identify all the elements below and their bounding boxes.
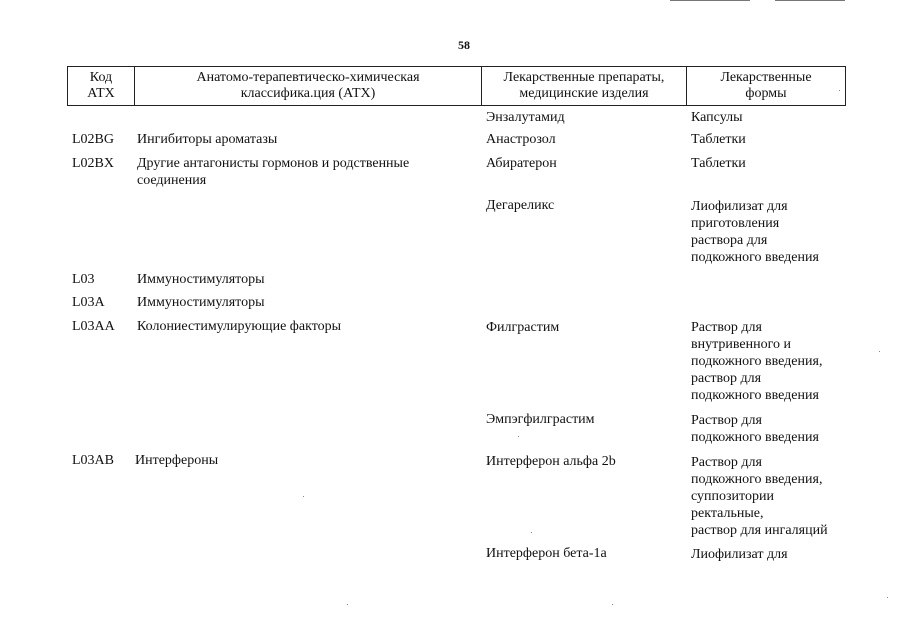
atc-name: Ингибиторы ароматазы xyxy=(137,132,278,147)
scan-speck xyxy=(839,90,840,91)
drug-name: Эмпэгфилграстим xyxy=(486,412,595,427)
atc-name: Интерфероны xyxy=(135,453,219,468)
table-header xyxy=(67,66,846,106)
dosage-form: Раствор для подкожного введения, суппозитории ректальные, раствор для ингаляций xyxy=(691,455,828,538)
drug-name: Интерферон бета-1a xyxy=(486,546,607,561)
scan-speck xyxy=(531,532,532,533)
atc-name: Другие антагонисты гормонов и родственные соединения xyxy=(137,156,410,188)
atc-code: L03A xyxy=(72,295,105,310)
page-number: 58 xyxy=(458,38,470,52)
atc-name: Иммуностимуляторы xyxy=(137,295,265,310)
header-code: Код АТХ xyxy=(87,70,115,101)
scan-speck xyxy=(347,604,348,605)
scan-edge-line xyxy=(775,0,845,1)
scan-speck xyxy=(879,351,880,352)
dosage-form: Капсулы xyxy=(691,110,743,125)
scan-edge-line xyxy=(670,0,750,1)
atc-code: L03AB xyxy=(72,453,114,468)
atc-name: Колониестимулирующие факторы xyxy=(137,319,342,334)
header-forms: Лекарственные формы xyxy=(686,67,845,105)
drug-name: Филграстим xyxy=(486,320,560,335)
drug-name: Абиратерон xyxy=(486,156,557,171)
header-classification: Анатомо-терапевтическо-химическая классифика.ция (АТХ) xyxy=(134,67,481,105)
dosage-form: Раствор для подкожного введения xyxy=(691,413,819,445)
dosage-form: Лиофилизат для приготовления раствора для подкожного введения xyxy=(691,199,819,265)
atc-code: L03AA xyxy=(72,319,115,334)
header-drugs: Лекарственные препараты, медицинские изделия xyxy=(481,67,686,105)
drug-name: Дегареликс xyxy=(486,198,555,213)
dosage-form: Таблетки xyxy=(691,156,746,171)
drug-name: Анастрозол xyxy=(486,132,556,147)
dosage-form: Таблетки xyxy=(691,132,746,147)
scan-speck xyxy=(303,496,304,497)
dosage-form: Лиофилизат для xyxy=(691,547,788,562)
atc-code: L02BG xyxy=(72,132,114,147)
drug-name: Энзалутамид xyxy=(486,110,565,125)
scan-speck xyxy=(887,597,888,598)
drug-name: Интерферон альфа 2b xyxy=(486,454,616,469)
atc-code: L02BX xyxy=(72,156,114,171)
atc-name: Иммуностимуляторы xyxy=(137,272,265,287)
dosage-form: Раствор для внутривенного и подкожного введения, раствор для подкожного введения xyxy=(691,320,823,403)
scan-speck xyxy=(612,604,613,605)
atc-code: L03 xyxy=(72,272,95,287)
scan-speck xyxy=(518,436,519,437)
